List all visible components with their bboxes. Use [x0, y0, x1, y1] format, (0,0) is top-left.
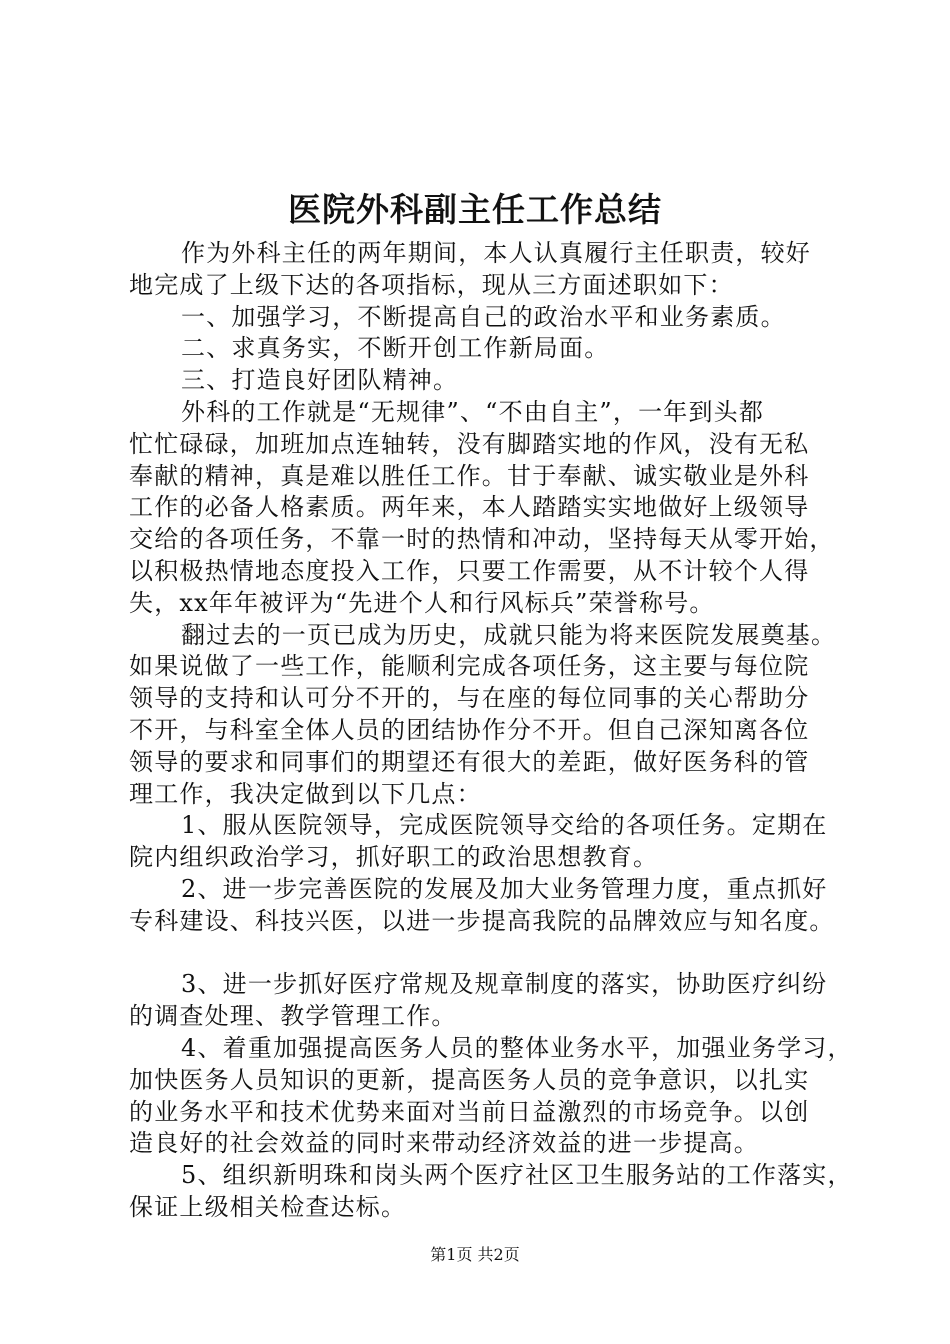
text-line: 加快医务人员知识的更新，提高医务人员的竞争意识，以扎实 — [129, 1065, 810, 1094]
text-line: 不开，与科室全体人员的团结协作分不开。但自己深知离各位 — [129, 715, 810, 744]
text-line: 领导的要求和同事们的期望还有很大的差距，做好医务科的管 — [129, 747, 810, 776]
text-line: 的调查处理、教学管理工作。 — [129, 1002, 457, 1031]
text-line — [129, 938, 851, 970]
document-title: 医院外科副主任工作总结 — [288, 190, 662, 229]
document-body — [129, 238, 851, 1224]
text-line: 翻过去的一页已成为历史，成就只能为将来医院发展奠基。 — [181, 620, 837, 649]
text-line: 专科建设、科技兴医，以进一步提高我院的品牌效应与知名度。 — [129, 906, 835, 935]
text-line: 3、进一步抓好医疗常规及规章制度的落实，协助医疗纠纷 — [181, 970, 828, 999]
text-line: 2、进一步完善医院的发展及加大业务管理力度，重点抓好 — [181, 874, 828, 903]
text-line: 造良好的社会效益的同时来带动经济效益的进一步提高。 — [129, 1129, 759, 1158]
text-line: 如果说做了一些工作，能顺利完成各项任务，这主要与每位院 — [129, 652, 810, 681]
text-line: 三、打造良好团队精神。 — [181, 366, 459, 395]
text-line: 一、加强学习，不断提高自己的政治水平和业务素质。 — [181, 302, 786, 331]
text-line: 理工作，我决定做到以下几点： — [129, 779, 482, 808]
text-line: 5、组织新明珠和岗头两个医疗社区卫生服务站的工作落实， — [181, 1161, 853, 1190]
text-line: 4、着重加强提高医务人员的整体业务水平，加强业务学习， — [181, 1033, 853, 1062]
text-line: 领导的支持和认可分不开的，与在座的每位同事的关心帮助分 — [129, 684, 810, 713]
text-line: 二、求真务实，不断开创工作新局面。 — [181, 334, 610, 363]
text-line: 奉献的精神，真是难以胜任工作。甘于奉献、诚实敬业是外科 — [129, 461, 810, 490]
text-line: 失，xx年年被评为“先进个人和行风标兵”荣誉称号。 — [129, 588, 715, 617]
text-line: 外科的工作就是“无规律”、“不由自主”，一年到头都 — [181, 397, 765, 426]
text-line: 以积极热情地态度投入工作，只要工作需要，从不计较个人得 — [129, 556, 810, 585]
text-line: 保证上级相关检查达标。 — [129, 1192, 407, 1221]
text-line: 作为外科主任的两年期间，本人认真履行主任职责，较好 — [181, 239, 811, 267]
text-line: 交给的各项任务，不靠一时的热情和冲动，坚持每天从零开始， — [129, 525, 835, 554]
text-line: 地完成了上级下达的各项指标，现从三方面述职如下： — [129, 270, 734, 299]
text-line: 工作的必备人格素质。两年来，本人踏踏实实地做好上级领导 — [129, 493, 810, 522]
page-footer: 第1页 共2页 — [430, 1245, 520, 1264]
text-line: 院内组织政治学习，抓好职工的政治思想教育。 — [129, 843, 659, 872]
text-line: 1、服从医院领导，完成医院领导交给的各项任务。定期在 — [181, 811, 828, 840]
text-line: 忙忙碌碌，加班加点连轴转，没有脚踏实地的作风，没有无私 — [129, 429, 810, 458]
text-line: 的业务水平和技术优势来面对当前日益激烈的市场竞争。以创 — [129, 1097, 810, 1126]
